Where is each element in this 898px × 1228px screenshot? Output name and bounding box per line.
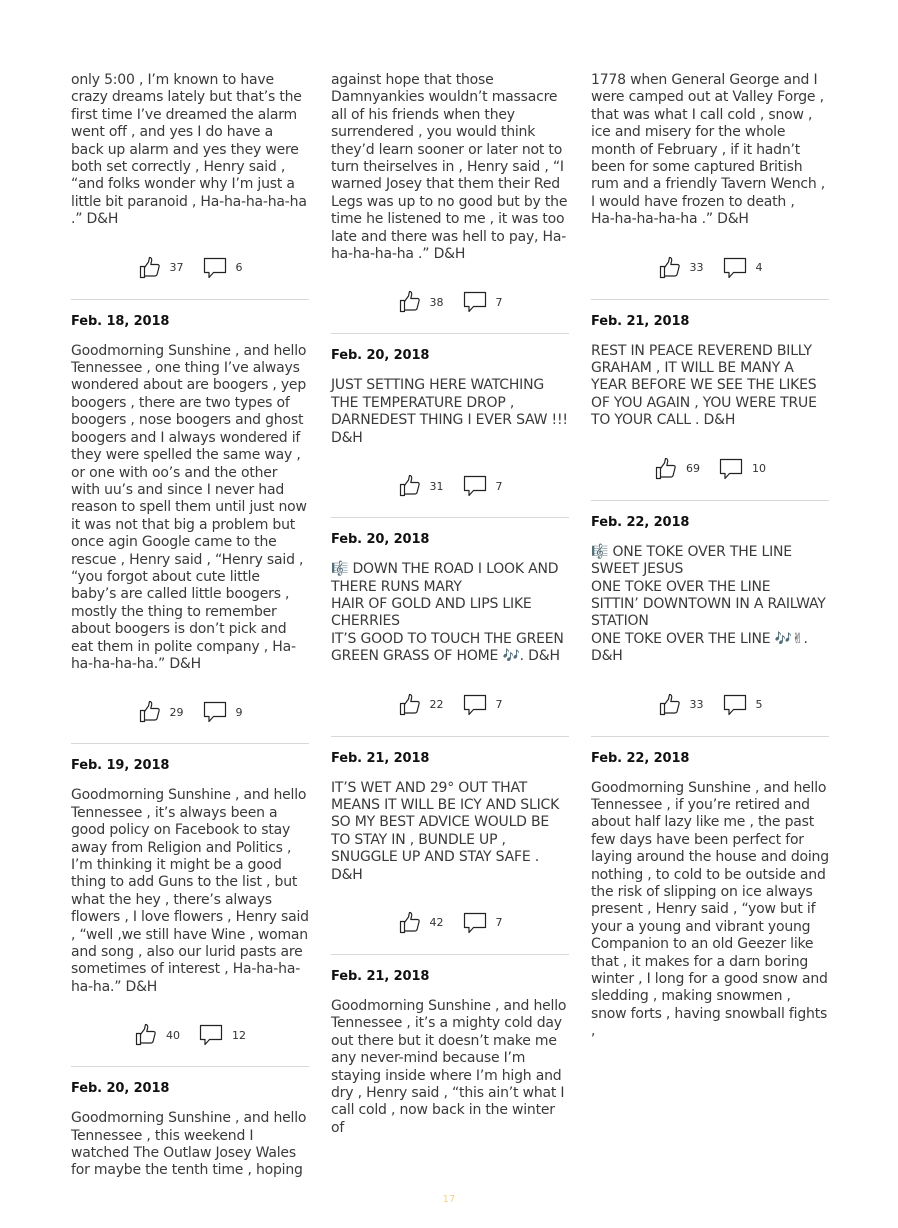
post-text: Goodmorning Sunshine , and hello Tennessee , this weekend I watched The Outlaw Josey Wales for maybe the tenth time , hoping — [71, 1110, 311, 1179]
comment-count: 7 — [495, 295, 503, 309]
thumbs-up-icon — [398, 911, 422, 935]
post-text: Goodmorning Sunshine , and hello Tennessee , it’s a mighty cold day out there but it doesn’t make me any never-mind because I’m staying inside where I’m high and dry , Henry said , “this ain’t what I call cold , now back in the winter of — [331, 997, 571, 1136]
speech-bubble-icon — [202, 699, 228, 725]
post-date: Feb. 22, 2018 — [591, 514, 690, 530]
thumbs-up-icon — [654, 457, 678, 481]
post-text: REST IN PEACE REVEREND BILLY GRAHAM , IT WILL BE MANY A YEAR BEFORE WE SEE THE LIKES OF YOU AGAIN , YOU WERE TRUE TO YOUR CALL . D&H — [591, 342, 821, 429]
post-date: Feb. 22, 2018 — [591, 750, 690, 766]
post-date: Feb. 20, 2018 — [331, 532, 430, 548]
post-stats — [331, 904, 569, 942]
comment-count: 10 — [752, 462, 766, 476]
post-text: Goodmorning Sunshine , and hello Tennessee , one thing I’ve always wondered about are boogers , yep boogers , there are two types of boogers , nose boogers and ghost boogers and I always wondered if they were spelled the same way , or one with oo’s and the other with uu’s and since I never had reason to spell them until just now it was not that big a problem but once agin Google came to the rescue , Henry said , “Henry said , “you forgot about cute little baby’s are called little boogers , mostly the thing to remember about boogers is don’t pick and eat them in polite company , Ha-ha-ha-ha-ha.” D&H — [71, 342, 312, 672]
comment-button[interactable] — [462, 692, 503, 718]
post-stats — [71, 1016, 309, 1054]
post-text: JUST SETTING HERE WATCHING THE TEMPERATURE DROP , DARNEDEST THING I EVER SAW !!! D&H — [331, 377, 573, 446]
comment-button[interactable] — [462, 473, 503, 499]
post-stats — [71, 249, 309, 287]
like-button[interactable] — [654, 457, 700, 481]
speech-bubble-icon — [462, 910, 488, 936]
comment-button[interactable] — [462, 289, 503, 315]
comment-button[interactable] — [198, 1022, 246, 1048]
like-button[interactable] — [398, 911, 444, 935]
thumbs-up-icon — [138, 700, 162, 724]
post-text: 🎼 ONE TOKE OVER THE LINE SWEET JESUS ONE TOKE OVER THE LINE SITTIN’ DOWNTOWN IN A RAILWAY STATION ONE TOKE OVER THE LINE 🎶✌. D&H — [591, 543, 826, 665]
speech-bubble-icon — [202, 255, 228, 281]
post-text: Goodmorning Sunshine , and hello Tennessee , it’s always been a good policy on Facebook to stay away from Religion and Politics , I’m thinking it might be a good thing to add Guns to the list , but what the hey , there’s always flowers , I love flowers , Henry said , “well ,we still have Wine , woman and song , also our lurid pasts are sometimes of interest , Ha-ha-ha-ha-ha.” D&H — [71, 787, 314, 995]
like-count: 29 — [169, 705, 184, 719]
thumbs-up-icon — [398, 474, 422, 498]
comment-button[interactable] — [722, 255, 763, 281]
post-text: only 5:00 , I’m known to have crazy dreams lately but that’s the first time I’ve dreamed the alarm went off , and yes I do have a back up alarm and yes they were both set correctly , Henry said , “and folks wonder why I’m just a little bit paranoid , Ha-ha-ha-ha-ha .” D&H — [71, 72, 311, 228]
comment-button[interactable] — [202, 255, 243, 281]
like-button[interactable] — [398, 693, 444, 717]
like-button[interactable] — [138, 256, 184, 280]
comment-count: 9 — [235, 705, 243, 719]
comment-count: 5 — [755, 698, 763, 712]
like-button[interactable] — [134, 1023, 180, 1047]
post-date: Feb. 21, 2018 — [591, 313, 690, 329]
like-count: 31 — [429, 479, 444, 493]
like-count: 69 — [686, 462, 700, 476]
like-count: 40 — [166, 1028, 180, 1042]
speech-bubble-icon — [722, 692, 748, 718]
like-count: 22 — [429, 698, 444, 712]
post-date: Feb. 19, 2018 — [71, 758, 170, 774]
speech-bubble-icon — [722, 255, 748, 281]
thumbs-up-icon — [658, 256, 682, 280]
comment-count: 6 — [235, 261, 243, 275]
speech-bubble-icon — [718, 456, 744, 482]
post-text: Goodmorning Sunshine , and hello Tennessee , if you’re retired and about half lazy like me , the past few days have been perfect for laying around the house and doing nothing , to cold to be outside and the risk of slipping on ice always present , Henry said , “yow but if your a young and vibrant young Companion to an old Geezer like that , it makes for a darn boring winter , I long for a good snow and sledding , making snowmen , snow forts , having snowball fights , — [591, 779, 834, 1040]
post-stats — [331, 283, 569, 321]
like-button[interactable] — [398, 474, 444, 498]
page-number: 17 — [442, 1194, 456, 1205]
thumbs-up-icon — [398, 693, 422, 717]
post-stats — [71, 693, 309, 731]
thumbs-up-icon — [658, 693, 682, 717]
speech-bubble-icon — [462, 289, 488, 315]
post-text: 🎼 DOWN THE ROAD I LOOK AND THERE RUNS MARY HAIR OF GOLD AND LIPS LIKE CHERRIES IT’S GOOD TO TOUCH THE GREEN GREEN GRASS OF HOME 🎶. D&H — [331, 561, 564, 665]
thumbs-up-icon — [398, 290, 422, 314]
speech-bubble-icon — [198, 1022, 224, 1048]
post-column-2 — [331, 72, 573, 1137]
post-text: 1778 when General George and I were camped out at Valley Forge , that was what I call cold , snow , ice and misery for the whole month of February , if it hadn’t been for some captured British rum and a friendly Tavern Wench , I would have frozen to death , Ha-ha-ha-ha-ha .” D&H — [591, 72, 826, 228]
like-button[interactable] — [658, 256, 704, 280]
comment-count: 7 — [495, 916, 503, 930]
post-stats — [591, 686, 829, 724]
comment-button[interactable] — [722, 692, 763, 718]
post-date: Feb. 20, 2018 — [71, 1081, 170, 1097]
like-count: 42 — [429, 916, 444, 930]
like-count: 33 — [689, 261, 704, 275]
post-text: against hope that those Damnyankies wouldn’t massacre all of his friends when they surrendered , you would think they’d learn sooner or later not to turn theirselves in , Henry said , “I warned Josey that them their Red Legs was up to no good but by the time he listened to me , it was too late and there was hell to pay, Ha-ha-ha-ha-ha .” D&H — [331, 72, 572, 263]
post-column-1 — [71, 72, 314, 1180]
post-date: Feb. 20, 2018 — [331, 348, 430, 364]
speech-bubble-icon — [462, 473, 488, 499]
post-stats — [591, 249, 829, 287]
post-text: IT’S WET AND 29° OUT THAT MEANS IT WILL BE ICY AND SLICK SO MY BEST ADVICE WOULD BE TO STAY IN , BUNDLE UP , SNUGGLE UP AND STAY SAFE . D&H — [331, 779, 564, 883]
comment-button[interactable] — [718, 456, 766, 482]
post-stats — [331, 467, 569, 505]
like-count: 38 — [429, 295, 444, 309]
comment-count: 7 — [495, 698, 503, 712]
post-stats — [591, 450, 829, 488]
post-date: Feb. 21, 2018 — [331, 968, 430, 984]
like-count: 37 — [169, 261, 184, 275]
thumbs-up-icon — [134, 1023, 158, 1047]
comment-count: 7 — [495, 479, 503, 493]
post-stats — [331, 686, 569, 724]
like-button[interactable] — [398, 290, 444, 314]
speech-bubble-icon — [462, 692, 488, 718]
thumbs-up-icon — [138, 256, 162, 280]
post-column-3 — [591, 72, 834, 1041]
comment-count: 12 — [232, 1028, 246, 1042]
post-date: Feb. 21, 2018 — [331, 750, 430, 766]
comment-count: 4 — [755, 261, 763, 275]
comment-button[interactable] — [462, 910, 503, 936]
comment-button[interactable] — [202, 699, 243, 725]
like-button[interactable] — [658, 693, 704, 717]
like-count: 33 — [689, 698, 704, 712]
like-button[interactable] — [138, 700, 184, 724]
post-date: Feb. 18, 2018 — [71, 313, 170, 329]
